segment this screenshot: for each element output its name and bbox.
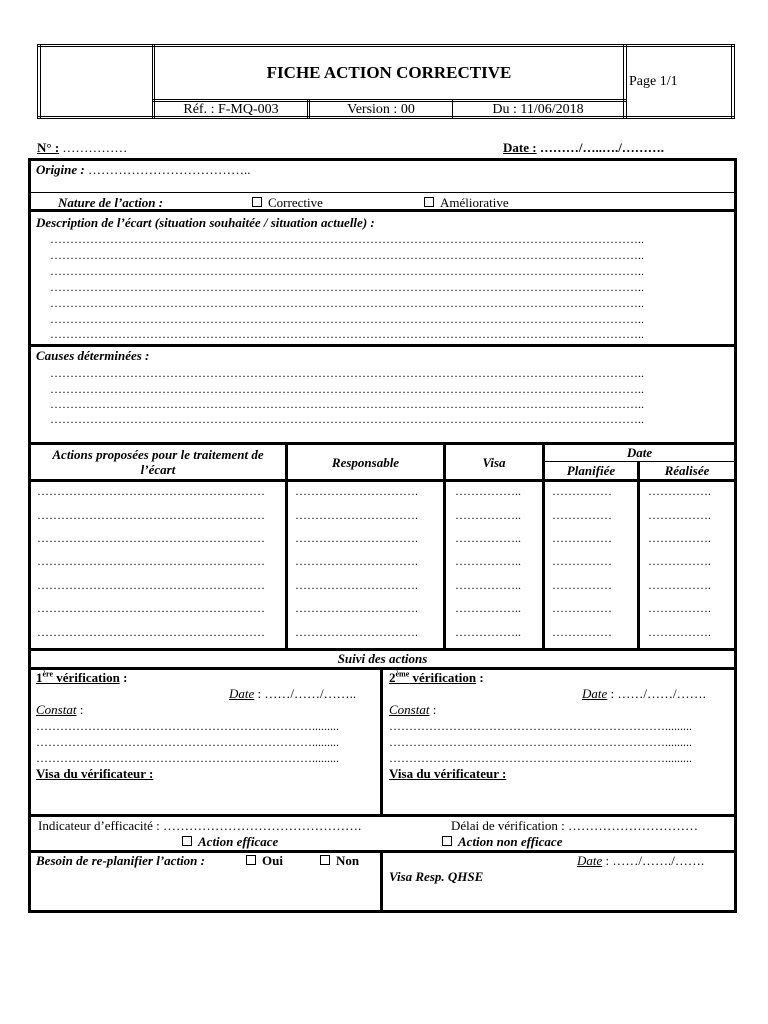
responsable-cell[interactable]: …………………………. [295,554,418,568]
col-planifiee-header: Planifiée [566,463,616,478]
numero-dots: …………… [62,140,128,155]
realisee-cell[interactable]: ……………. [648,508,711,522]
realisee-cell[interactable]: ……………. [648,625,711,639]
action-cell[interactable]: ………………………………………………… [37,625,265,639]
oui-checkbox[interactable] [246,855,256,865]
visa-cell[interactable]: …………….. [455,554,521,568]
replanifier-oui-option[interactable] [246,853,283,868]
verification-1-constat-label: Constat : [36,702,84,717]
causes-line: ………………………………………………………………………………………………………………………………….. [50,397,644,411]
description-line: ………………………………………………………………………………………………………………………………….. [50,312,644,326]
action-cell[interactable]: ………………………………………………… [37,484,265,498]
description-line: ………………………………………………………………………………………………………………………………….. [50,327,644,341]
replanifier-label: Besoin de re-planifier l’action : [36,853,205,868]
planifiee-cell[interactable]: …………… [552,508,612,522]
planifiee-cell[interactable]: …………… [552,554,612,568]
causes-line: ………………………………………………………………………………………………………………………………….. [50,366,644,380]
page-number: Page 1/1 [629,74,678,89]
planifiee-cell[interactable]: …………… [552,625,612,639]
nature-corrective-option[interactable] [252,195,323,210]
realisee-cell[interactable]: ……………. [648,601,711,615]
visa-cell[interactable]: …………….. [455,531,521,545]
responsable-cell[interactable]: …………………………. [295,601,418,615]
action-non-efficace-option[interactable] [442,834,562,849]
responsable-cell[interactable]: …………………………. [295,508,418,522]
causes-line: ………………………………………………………………………………………………………………………………….. [50,412,644,426]
causes-label: Causes déterminées : [36,348,150,363]
verification-2-visa-label: Visa du vérificateur : [389,766,507,781]
date-dots: ………/…..…./………. [539,140,665,155]
nature-ameliorative-option[interactable] [424,195,509,210]
non-checkbox[interactable] [320,855,330,865]
col-actions-line2: l’écart [140,462,176,477]
visa-cell[interactable]: …………….. [455,484,521,498]
responsable-cell[interactable]: …………………………. [295,531,418,545]
planifiee-cell[interactable]: …………… [552,531,612,545]
corrective-label: Corrective [268,195,323,210]
planifiee-cell[interactable]: …………… [552,484,612,498]
description-line: ………………………………………………………………………………………………………………………………….. [50,232,644,246]
visa-cell[interactable]: …………….. [455,601,521,615]
verification-1-title: 1ère vérification : [36,669,128,685]
realisee-cell[interactable]: ……………. [648,531,711,545]
form-title: FICHE ACTION CORRECTIVE [266,63,512,82]
verification-2-date[interactable]: Date : ……/……/……. [582,686,706,701]
date-field[interactable] [503,140,664,155]
verification-2-constat-label: Constat : [389,702,437,717]
col-actions-header [31,447,285,477]
realisee-cell[interactable]: ……………. [648,578,711,592]
col-actions-line1: Actions proposées pour le traitement de [52,447,264,462]
issue-date: Du : 11/06/2018 [492,102,584,117]
action-non-efficace-checkbox[interactable] [442,836,452,846]
visa-cell[interactable]: …………….. [455,508,521,522]
verification-2-constat-line[interactable]: ……………………………………………………………......... [389,751,692,765]
origine-label: Origine : [36,162,85,177]
description-label: Description de l’écart (situation souhaitée / situation actuelle) : [36,215,375,230]
verification-1-constat-line[interactable]: ……………………………………………………………......... [36,719,339,733]
indicateur-efficacite-field[interactable]: Indicateur d’efficacité : ………………………………………. [38,818,362,833]
col-responsable-header: Responsable [331,455,400,470]
action-cell[interactable]: ………………………………………………… [37,531,265,545]
visa-resp-qhse-label: Visa Resp. QHSE [389,869,484,884]
action-cell[interactable]: ………………………………………………… [37,578,265,592]
action-cell[interactable]: ………………………………………………… [37,601,265,615]
action-cell[interactable]: ………………………………………………… [37,554,265,568]
action-cell[interactable]: ………………………………………………… [37,508,265,522]
col-visa-header: Visa [482,455,506,470]
description-line: ………………………………………………………………………………………………………………………………….. [50,264,644,278]
planifiee-cell[interactable]: …………… [552,601,612,615]
non-label: Non [336,853,360,868]
suivi-title: Suivi des actions [337,651,428,666]
planifiee-cell[interactable]: …………… [552,578,612,592]
visa-cell[interactable]: …………….. [455,625,521,639]
responsable-cell[interactable]: …………………………. [295,578,418,592]
numero-field[interactable] [37,140,127,155]
description-line: ………………………………………………………………………………………………………………………………….. [50,248,644,262]
reference: Réf. : F-MQ-003 [183,102,279,117]
verification-2-constat-line[interactable]: ……………………………………………………………......... [389,719,692,733]
corrective-checkbox[interactable] [252,197,262,207]
verification-1-constat-line[interactable]: ……………………………………………………………......... [36,735,339,749]
action-efficace-checkbox[interactable] [182,836,192,846]
delai-verification-field[interactable]: Délai de vérification : ………………………… [451,818,698,833]
date-label: Date : [503,140,537,155]
realisee-cell[interactable]: ……………. [648,484,711,498]
version: Version : 00 [347,102,415,117]
col-realisee-header: Réalisée [664,463,710,478]
action-efficace-label: Action efficace [198,834,279,849]
verification-1-constat-line[interactable]: ……………………………………………………………......... [36,751,339,765]
origine-field[interactable] [36,162,251,177]
col-date-header: Date [626,445,653,460]
description-line: ………………………………………………………………………………………………………………………………….. [50,296,644,310]
ameliorative-label: Améliorative [440,195,509,210]
responsable-cell[interactable]: …………………………. [295,484,418,498]
ameliorative-checkbox[interactable] [424,197,434,207]
description-line: ………………………………………………………………………………………………………………………………….. [50,280,644,294]
verification-1-date[interactable]: Date : ……/……/…….. [229,686,357,701]
oui-label: Oui [262,853,283,868]
action-non-efficace-label: Action non efficace [458,834,563,849]
verification-1-visa-label: Visa du vérificateur : [36,766,154,781]
action-efficace-option[interactable] [182,834,278,849]
nature-label: Nature de l’action : [58,195,164,210]
causes-line: ………………………………………………………………………………………………………………………………….. [50,382,644,396]
origine-dots: ……………………………….. [88,162,251,177]
visa-cell[interactable]: …………….. [455,578,521,592]
realisee-cell[interactable]: ……………. [648,554,711,568]
replanifier-non-option[interactable] [320,853,359,868]
numero-label: N° : [37,140,60,155]
responsable-cell[interactable]: …………………………. [295,625,418,639]
verification-2-constat-line[interactable]: ……………………………………………………………......... [389,735,692,749]
verification-2-title: 2ème vérification : [389,669,484,685]
replanifier-date[interactable]: Date : ……/……./……. [577,853,705,868]
